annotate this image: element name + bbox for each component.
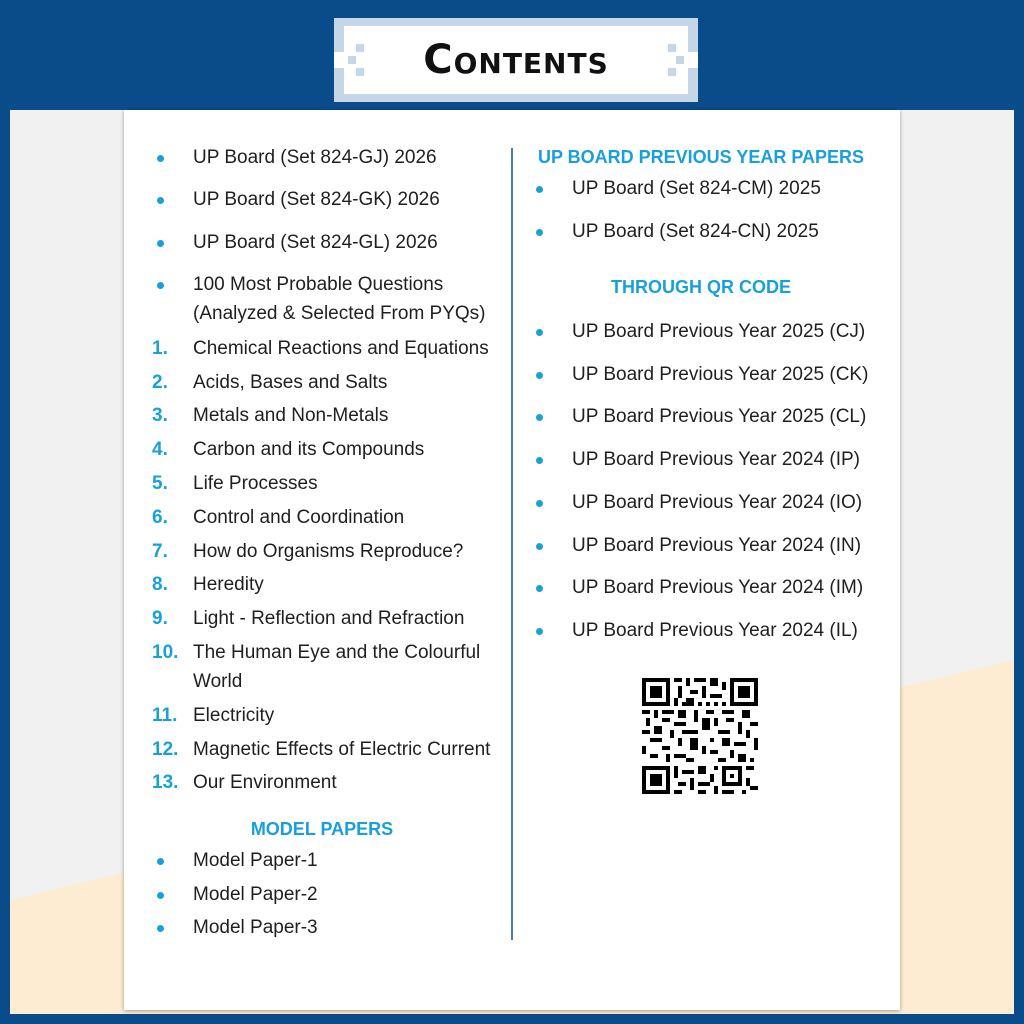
bullet-icon <box>531 531 572 560</box>
list-item[interactable]: UP Board (Set 824-GK) 2026 <box>152 185 512 214</box>
list-item[interactable]: UP Board Previous Year 2024 (IM) <box>531 573 891 602</box>
bullet-icon <box>531 616 572 645</box>
bullet-icon <box>152 270 193 299</box>
list-item[interactable]: UP Board (Set 824-CN) 2025 <box>531 217 891 246</box>
bullet-icon <box>531 402 572 431</box>
bullet-icon <box>531 488 572 517</box>
chapter-item[interactable]: 1. Chemical Reactions and Equations <box>152 338 489 359</box>
list-item[interactable]: 100 Most Probable Questions (Analyzed & Selected From PYQs) <box>152 270 512 328</box>
qr-heading: THROUGH QR CODE <box>611 277 791 297</box>
chapter-item[interactable]: 7. How do Organisms Reproduce? <box>152 541 464 562</box>
chapter-item[interactable]: 2. Acids, Bases and Salts <box>152 372 388 393</box>
title-banner <box>334 18 698 102</box>
model-papers-heading: MODEL PAPERS <box>250 819 394 839</box>
contents-sheet <box>124 110 900 1010</box>
chapter-item[interactable]: 5. Life Processes <box>152 473 318 494</box>
list-item[interactable]: UP Board Previous Year 2024 (IP) <box>531 445 891 474</box>
chapter-item[interactable]: 9. Light - Reflection and Refraction <box>152 608 465 629</box>
list-item[interactable]: UP Board Previous Year 2024 (IN) <box>531 531 891 560</box>
chapter-item[interactable]: 3. Metals and Non-Metals <box>152 405 389 426</box>
list-item[interactable]: UP Board (Set 824-GL) 2026 <box>152 228 512 257</box>
bullet-icon <box>531 445 572 474</box>
list-item[interactable]: UP Board Previous Year 2024 (IL) <box>531 616 891 645</box>
list-item[interactable]: Model Paper-1 <box>152 846 512 875</box>
page-title: Contents <box>423 37 609 83</box>
list-item[interactable]: UP Board Previous Year 2024 (IO) <box>531 488 891 517</box>
list-item[interactable]: UP Board Previous Year 2025 (CJ) <box>531 317 891 346</box>
bullet-icon <box>152 880 193 909</box>
bullet-icon <box>152 143 193 172</box>
bullet-icon <box>531 360 572 389</box>
chapter-item[interactable]: 12. Magnetic Effects of Electric Current <box>152 739 491 760</box>
chapter-item[interactable]: 8. Heredity <box>152 574 264 595</box>
list-item[interactable]: UP Board (Set 824-CM) 2025 <box>531 174 891 203</box>
bullet-icon <box>152 913 193 942</box>
chapter-item[interactable]: 4. Carbon and its Compounds <box>152 439 425 460</box>
list-item[interactable]: UP Board (Set 824-GJ) 2026 <box>152 143 512 172</box>
list-item[interactable]: UP Board Previous Year 2025 (CL) <box>531 402 891 431</box>
bullet-icon <box>152 846 193 875</box>
list-item[interactable]: Model Paper-2 <box>152 880 512 909</box>
qr-code-icon[interactable] <box>642 678 758 794</box>
bullet-icon <box>531 573 572 602</box>
bullet-icon <box>152 228 193 257</box>
chapter-item[interactable]: 10. The Human Eye and the Colourful World <box>152 642 481 692</box>
bullet-icon <box>531 217 572 246</box>
chapter-item[interactable]: 13. Our Environment <box>152 772 337 793</box>
list-item[interactable]: UP Board Previous Year 2025 (CK) <box>531 360 891 389</box>
bullet-icon <box>152 185 193 214</box>
chapter-item[interactable]: 11. Electricity <box>152 705 275 726</box>
bullet-icon <box>531 317 572 346</box>
list-item[interactable]: Model Paper-3 <box>152 913 512 942</box>
chapter-item[interactable]: 6. Control and Coordination <box>152 507 405 528</box>
previous-year-heading: UP BOARD PREVIOUS YEAR PAPERS <box>537 147 865 167</box>
bullet-icon <box>531 174 572 203</box>
